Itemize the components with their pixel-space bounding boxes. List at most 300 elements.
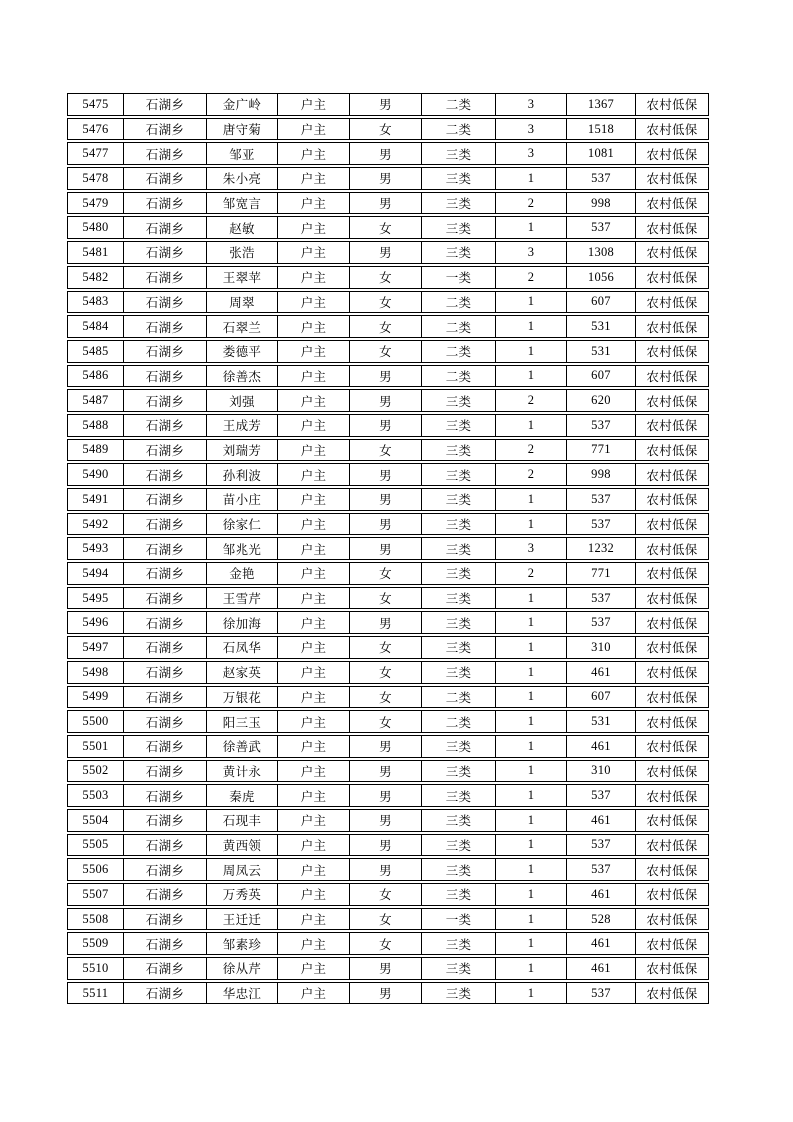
cell-serial-number: 5476 — [67, 118, 124, 141]
cell-subsidy-type: 农村低保 — [635, 883, 709, 906]
cell-serial-number: 5511 — [67, 982, 124, 1005]
cell-household-relation: 户主 — [277, 414, 350, 437]
cell-township: 石湖乡 — [123, 389, 207, 412]
cell-amount: 1056 — [566, 266, 636, 289]
cell-gender: 女 — [349, 883, 422, 906]
cell-category: 三类 — [421, 636, 496, 659]
cell-household-relation: 户主 — [277, 118, 350, 141]
cell-household-relation: 户主 — [277, 488, 350, 511]
cell-subsidy-type: 农村低保 — [635, 216, 709, 239]
cell-subsidy-type: 农村低保 — [635, 858, 709, 881]
table-row — [67, 389, 709, 412]
cell-amount: 1308 — [566, 241, 636, 264]
table-row — [67, 562, 709, 585]
cell-person-count: 1 — [495, 735, 567, 758]
cell-township: 石湖乡 — [123, 883, 207, 906]
cell-subsidy-type: 农村低保 — [635, 611, 709, 634]
cell-subsidy-type: 农村低保 — [635, 414, 709, 437]
cell-subsidy-type: 农村低保 — [635, 167, 709, 190]
cell-gender: 男 — [349, 167, 422, 190]
cell-township: 石湖乡 — [123, 908, 207, 931]
cell-subsidy-type: 农村低保 — [635, 760, 709, 783]
cell-serial-number: 5501 — [67, 735, 124, 758]
cell-person-name: 邹兆光 — [206, 537, 278, 560]
cell-serial-number: 5496 — [67, 611, 124, 634]
cell-household-relation: 户主 — [277, 686, 350, 709]
table-row — [67, 710, 709, 733]
cell-person-name: 黄计永 — [206, 760, 278, 783]
cell-person-count: 1 — [495, 513, 567, 536]
cell-gender: 女 — [349, 636, 422, 659]
cell-amount: 461 — [566, 809, 636, 832]
cell-township: 石湖乡 — [123, 982, 207, 1005]
cell-subsidy-type: 农村低保 — [635, 488, 709, 511]
cell-category: 三类 — [421, 513, 496, 536]
cell-person-count: 1 — [495, 809, 567, 832]
cell-gender: 男 — [349, 414, 422, 437]
cell-township: 石湖乡 — [123, 439, 207, 462]
cell-category: 三类 — [421, 389, 496, 412]
cell-household-relation: 户主 — [277, 809, 350, 832]
cell-person-name: 徐善杰 — [206, 365, 278, 388]
cell-amount: 537 — [566, 587, 636, 610]
cell-gender: 女 — [349, 266, 422, 289]
cell-subsidy-type: 农村低保 — [635, 834, 709, 857]
cell-gender: 女 — [349, 908, 422, 931]
cell-person-name: 刘强 — [206, 389, 278, 412]
cell-serial-number: 5508 — [67, 908, 124, 931]
cell-category: 三类 — [421, 858, 496, 881]
cell-serial-number: 5487 — [67, 389, 124, 412]
cell-amount: 461 — [566, 661, 636, 684]
cell-gender: 女 — [349, 710, 422, 733]
cell-serial-number: 5494 — [67, 562, 124, 585]
cell-household-relation: 户主 — [277, 587, 350, 610]
cell-person-count: 1 — [495, 611, 567, 634]
cell-serial-number: 5492 — [67, 513, 124, 536]
cell-person-name: 石凤华 — [206, 636, 278, 659]
cell-category: 三类 — [421, 216, 496, 239]
cell-gender: 女 — [349, 439, 422, 462]
cell-category: 二类 — [421, 340, 496, 363]
cell-township: 石湖乡 — [123, 710, 207, 733]
cell-category: 二类 — [421, 118, 496, 141]
table-row — [67, 216, 709, 239]
table-row — [67, 982, 709, 1005]
cell-gender: 男 — [349, 389, 422, 412]
cell-gender: 男 — [349, 537, 422, 560]
cell-gender: 男 — [349, 858, 422, 881]
cell-household-relation: 户主 — [277, 439, 350, 462]
cell-household-relation: 户主 — [277, 513, 350, 536]
cell-amount: 310 — [566, 636, 636, 659]
cell-amount: 310 — [566, 760, 636, 783]
cell-category: 三类 — [421, 784, 496, 807]
cell-gender: 男 — [349, 834, 422, 857]
table-row — [67, 587, 709, 610]
cell-household-relation: 户主 — [277, 365, 350, 388]
cell-category: 三类 — [421, 414, 496, 437]
table-row — [67, 93, 709, 116]
cell-amount: 531 — [566, 340, 636, 363]
cell-person-count: 1 — [495, 488, 567, 511]
cell-subsidy-type: 农村低保 — [635, 710, 709, 733]
cell-township: 石湖乡 — [123, 932, 207, 955]
cell-gender: 女 — [349, 686, 422, 709]
cell-household-relation: 户主 — [277, 192, 350, 215]
cell-township: 石湖乡 — [123, 414, 207, 437]
cell-household-relation: 户主 — [277, 241, 350, 264]
cell-amount: 537 — [566, 513, 636, 536]
cell-person-count: 1 — [495, 291, 567, 314]
cell-amount: 461 — [566, 932, 636, 955]
cell-gender: 女 — [349, 291, 422, 314]
table-row — [67, 414, 709, 437]
cell-person-count: 1 — [495, 932, 567, 955]
cell-person-count: 1 — [495, 587, 567, 610]
cell-person-name: 赵敏 — [206, 216, 278, 239]
cell-household-relation: 户主 — [277, 463, 350, 486]
table-row — [67, 315, 709, 338]
cell-amount: 531 — [566, 710, 636, 733]
cell-person-count: 1 — [495, 636, 567, 659]
cell-category: 一类 — [421, 266, 496, 289]
cell-serial-number: 5477 — [67, 142, 124, 165]
cell-serial-number: 5483 — [67, 291, 124, 314]
cell-subsidy-type: 农村低保 — [635, 340, 709, 363]
cell-serial-number: 5482 — [67, 266, 124, 289]
cell-household-relation: 户主 — [277, 93, 350, 116]
cell-township: 石湖乡 — [123, 142, 207, 165]
cell-township: 石湖乡 — [123, 686, 207, 709]
cell-category: 二类 — [421, 291, 496, 314]
cell-serial-number: 5498 — [67, 661, 124, 684]
cell-subsidy-type: 农村低保 — [635, 661, 709, 684]
cell-category: 二类 — [421, 315, 496, 338]
table-row — [67, 611, 709, 634]
cell-amount: 461 — [566, 957, 636, 980]
cell-person-count: 1 — [495, 340, 567, 363]
cell-person-name: 娄德平 — [206, 340, 278, 363]
cell-subsidy-type: 农村低保 — [635, 513, 709, 536]
table-row — [67, 858, 709, 881]
cell-gender: 女 — [349, 587, 422, 610]
cell-amount: 537 — [566, 216, 636, 239]
cell-person-name: 唐守菊 — [206, 118, 278, 141]
cell-subsidy-type: 农村低保 — [635, 463, 709, 486]
cell-category: 三类 — [421, 537, 496, 560]
cell-subsidy-type: 农村低保 — [635, 241, 709, 264]
cell-person-count: 2 — [495, 192, 567, 215]
cell-household-relation: 户主 — [277, 389, 350, 412]
cell-subsidy-type: 农村低保 — [635, 908, 709, 931]
cell-category: 三类 — [421, 834, 496, 857]
cell-gender: 男 — [349, 760, 422, 783]
cell-subsidy-type: 农村低保 — [635, 315, 709, 338]
cell-person-name: 张浩 — [206, 241, 278, 264]
cell-person-name: 阳三玉 — [206, 710, 278, 733]
cell-category: 二类 — [421, 710, 496, 733]
cell-gender: 女 — [349, 562, 422, 585]
cell-person-count: 1 — [495, 834, 567, 857]
cell-serial-number: 5506 — [67, 858, 124, 881]
cell-gender: 男 — [349, 735, 422, 758]
cell-subsidy-type: 农村低保 — [635, 192, 709, 215]
cell-person-count: 1 — [495, 414, 567, 437]
cell-person-name: 黄西领 — [206, 834, 278, 857]
cell-subsidy-type: 农村低保 — [635, 291, 709, 314]
cell-person-name: 周凤云 — [206, 858, 278, 881]
cell-household-relation: 户主 — [277, 908, 350, 931]
cell-household-relation: 户主 — [277, 167, 350, 190]
cell-subsidy-type: 农村低保 — [635, 982, 709, 1005]
cell-household-relation: 户主 — [277, 834, 350, 857]
cell-person-count: 1 — [495, 760, 567, 783]
cell-amount: 537 — [566, 167, 636, 190]
cell-subsidy-type: 农村低保 — [635, 142, 709, 165]
cell-serial-number: 5497 — [67, 636, 124, 659]
cell-township: 石湖乡 — [123, 636, 207, 659]
cell-household-relation: 户主 — [277, 883, 350, 906]
cell-serial-number: 5480 — [67, 216, 124, 239]
cell-household-relation: 户主 — [277, 760, 350, 783]
cell-person-count: 3 — [495, 142, 567, 165]
table-row — [67, 932, 709, 955]
cell-category: 三类 — [421, 587, 496, 610]
cell-person-name: 王成芳 — [206, 414, 278, 437]
cell-person-name: 徐加海 — [206, 611, 278, 634]
cell-serial-number: 5499 — [67, 686, 124, 709]
cell-subsidy-type: 农村低保 — [635, 389, 709, 412]
cell-category: 三类 — [421, 192, 496, 215]
cell-household-relation: 户主 — [277, 537, 350, 560]
table-row — [67, 636, 709, 659]
cell-person-count: 3 — [495, 93, 567, 116]
cell-township: 石湖乡 — [123, 266, 207, 289]
cell-person-count: 2 — [495, 562, 567, 585]
cell-person-count: 3 — [495, 241, 567, 264]
cell-person-name: 赵家英 — [206, 661, 278, 684]
cell-person-name: 秦虎 — [206, 784, 278, 807]
cell-township: 石湖乡 — [123, 611, 207, 634]
cell-household-relation: 户主 — [277, 784, 350, 807]
table-row — [67, 784, 709, 807]
cell-person-count: 1 — [495, 908, 567, 931]
table-row — [67, 809, 709, 832]
cell-township: 石湖乡 — [123, 537, 207, 560]
table-row — [67, 365, 709, 388]
table-row — [67, 266, 709, 289]
cell-category: 三类 — [421, 463, 496, 486]
cell-amount: 998 — [566, 192, 636, 215]
cell-person-name: 石现丰 — [206, 809, 278, 832]
cell-person-count: 1 — [495, 167, 567, 190]
cell-township: 石湖乡 — [123, 760, 207, 783]
cell-person-name: 孙利波 — [206, 463, 278, 486]
cell-amount: 531 — [566, 315, 636, 338]
cell-subsidy-type: 农村低保 — [635, 636, 709, 659]
cell-person-name: 徐从芹 — [206, 957, 278, 980]
cell-category: 三类 — [421, 932, 496, 955]
cell-subsidy-type: 农村低保 — [635, 587, 709, 610]
cell-subsidy-type: 农村低保 — [635, 735, 709, 758]
cell-person-name: 万银花 — [206, 686, 278, 709]
cell-township: 石湖乡 — [123, 93, 207, 116]
cell-gender: 女 — [349, 661, 422, 684]
table-row — [67, 167, 709, 190]
cell-serial-number: 5475 — [67, 93, 124, 116]
cell-serial-number: 5490 — [67, 463, 124, 486]
cell-person-count: 1 — [495, 216, 567, 239]
cell-serial-number: 5502 — [67, 760, 124, 783]
cell-subsidy-type: 农村低保 — [635, 562, 709, 585]
cell-person-name: 朱小亮 — [206, 167, 278, 190]
cell-township: 石湖乡 — [123, 340, 207, 363]
cell-amount: 1232 — [566, 537, 636, 560]
cell-township: 石湖乡 — [123, 167, 207, 190]
cell-household-relation: 户主 — [277, 216, 350, 239]
cell-person-count: 1 — [495, 858, 567, 881]
cell-category: 三类 — [421, 883, 496, 906]
table-row — [67, 735, 709, 758]
cell-person-count: 1 — [495, 982, 567, 1005]
cell-person-count: 1 — [495, 315, 567, 338]
cell-category: 三类 — [421, 167, 496, 190]
cell-person-count: 3 — [495, 118, 567, 141]
cell-gender: 男 — [349, 192, 422, 215]
cell-person-name: 徐善武 — [206, 735, 278, 758]
cell-township: 石湖乡 — [123, 365, 207, 388]
cell-category: 二类 — [421, 686, 496, 709]
cell-person-name: 刘瑞芳 — [206, 439, 278, 462]
cell-serial-number: 5500 — [67, 710, 124, 733]
table-row — [67, 661, 709, 684]
cell-person-count: 2 — [495, 266, 567, 289]
cell-household-relation: 户主 — [277, 562, 350, 585]
cell-person-name: 邹亚 — [206, 142, 278, 165]
table-row — [67, 340, 709, 363]
cell-amount: 537 — [566, 834, 636, 857]
table-row — [67, 686, 709, 709]
cell-category: 三类 — [421, 809, 496, 832]
cell-person-name: 苗小庄 — [206, 488, 278, 511]
table-row — [67, 118, 709, 141]
cell-category: 一类 — [421, 908, 496, 931]
cell-township: 石湖乡 — [123, 216, 207, 239]
table-row — [67, 142, 709, 165]
table-row — [67, 439, 709, 462]
cell-household-relation: 户主 — [277, 266, 350, 289]
cell-household-relation: 户主 — [277, 315, 350, 338]
table-row — [67, 241, 709, 264]
cell-serial-number: 5479 — [67, 192, 124, 215]
cell-household-relation: 户主 — [277, 932, 350, 955]
cell-household-relation: 户主 — [277, 982, 350, 1005]
cell-serial-number: 5485 — [67, 340, 124, 363]
cell-township: 石湖乡 — [123, 241, 207, 264]
cell-category: 三类 — [421, 735, 496, 758]
cell-gender: 女 — [349, 340, 422, 363]
cell-category: 三类 — [421, 611, 496, 634]
cell-person-name: 金艳 — [206, 562, 278, 585]
cell-amount: 771 — [566, 439, 636, 462]
cell-serial-number: 5489 — [67, 439, 124, 462]
cell-township: 石湖乡 — [123, 562, 207, 585]
cell-gender: 女 — [349, 216, 422, 239]
cell-category: 三类 — [421, 982, 496, 1005]
table-row — [67, 760, 709, 783]
cell-township: 石湖乡 — [123, 661, 207, 684]
cell-serial-number: 5481 — [67, 241, 124, 264]
cell-category: 三类 — [421, 562, 496, 585]
cell-subsidy-type: 农村低保 — [635, 365, 709, 388]
cell-household-relation: 户主 — [277, 710, 350, 733]
cell-gender: 男 — [349, 241, 422, 264]
table-row — [67, 192, 709, 215]
cell-amount: 537 — [566, 784, 636, 807]
table-row — [67, 908, 709, 931]
cell-township: 石湖乡 — [123, 118, 207, 141]
cell-category: 三类 — [421, 760, 496, 783]
cell-person-count: 1 — [495, 883, 567, 906]
cell-person-name: 邹素珍 — [206, 932, 278, 955]
cell-category: 三类 — [421, 241, 496, 264]
cell-person-name: 王雪芹 — [206, 587, 278, 610]
cell-gender: 女 — [349, 118, 422, 141]
cell-township: 石湖乡 — [123, 784, 207, 807]
cell-amount: 537 — [566, 982, 636, 1005]
cell-amount: 537 — [566, 414, 636, 437]
cell-household-relation: 户主 — [277, 291, 350, 314]
table-row — [67, 291, 709, 314]
cell-serial-number: 5509 — [67, 932, 124, 955]
cell-category: 二类 — [421, 365, 496, 388]
cell-category: 三类 — [421, 957, 496, 980]
cell-person-count: 2 — [495, 463, 567, 486]
cell-category: 二类 — [421, 93, 496, 116]
cell-household-relation: 户主 — [277, 611, 350, 634]
table-row — [67, 957, 709, 980]
cell-subsidy-type: 农村低保 — [635, 266, 709, 289]
cell-category: 三类 — [421, 488, 496, 511]
cell-gender: 男 — [349, 365, 422, 388]
cell-serial-number: 5491 — [67, 488, 124, 511]
table-row — [67, 463, 709, 486]
cell-serial-number: 5478 — [67, 167, 124, 190]
cell-amount: 537 — [566, 488, 636, 511]
table-row — [67, 883, 709, 906]
cell-household-relation: 户主 — [277, 735, 350, 758]
cell-township: 石湖乡 — [123, 513, 207, 536]
cell-serial-number: 5510 — [67, 957, 124, 980]
cell-household-relation: 户主 — [277, 661, 350, 684]
cell-township: 石湖乡 — [123, 858, 207, 881]
cell-serial-number: 5507 — [67, 883, 124, 906]
cell-township: 石湖乡 — [123, 488, 207, 511]
cell-household-relation: 户主 — [277, 636, 350, 659]
cell-township: 石湖乡 — [123, 463, 207, 486]
cell-serial-number: 5484 — [67, 315, 124, 338]
cell-serial-number: 5488 — [67, 414, 124, 437]
cell-serial-number: 5504 — [67, 809, 124, 832]
cell-person-count: 1 — [495, 661, 567, 684]
cell-subsidy-type: 农村低保 — [635, 686, 709, 709]
cell-gender: 男 — [349, 957, 422, 980]
cell-gender: 男 — [349, 142, 422, 165]
cell-amount: 771 — [566, 562, 636, 585]
cell-township: 石湖乡 — [123, 809, 207, 832]
cell-amount: 528 — [566, 908, 636, 931]
